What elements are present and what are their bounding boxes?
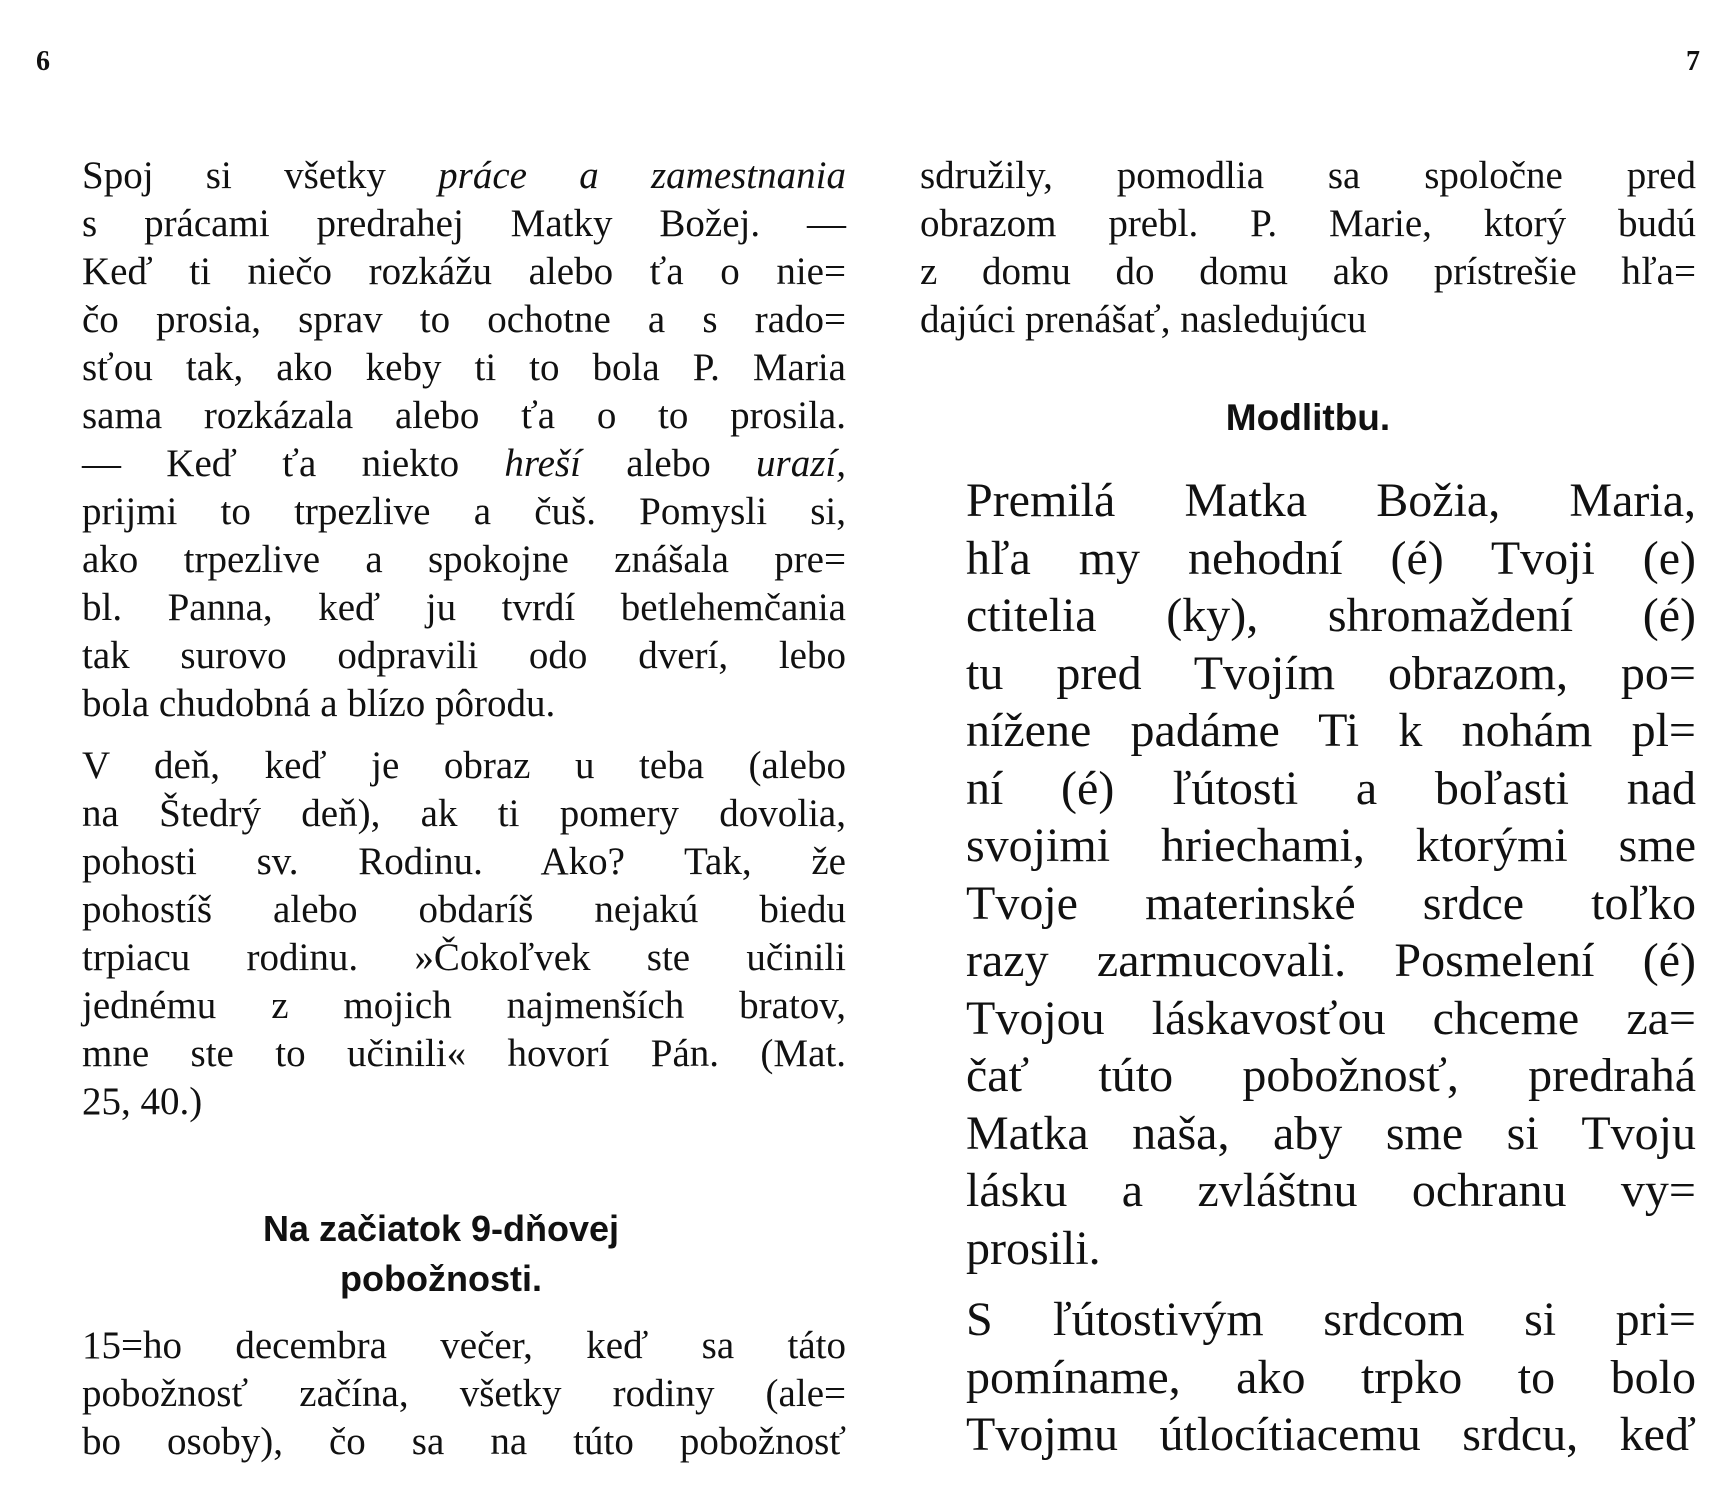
text-line: 15=ho decembra večer, keď sa táto xyxy=(82,1324,846,1367)
text-line: pobožnosť začína, všetky rodiny (ale= xyxy=(82,1372,846,1415)
text-line: sama rozkázala alebo ťa o to prosila. xyxy=(82,394,846,437)
text-line: bo osoby), čo sa na túto pobožnosť xyxy=(82,1420,846,1463)
paragraph-holy-family xyxy=(36,742,846,1126)
text-line: bl. Panna, keď ju tvrdí betlehemčania xyxy=(82,586,846,629)
text-line: nížene padáme Ti k nohám pl= xyxy=(966,704,1696,757)
text-line: pohosti sv. Rodinu. Ako? Tak, že xyxy=(82,840,846,883)
text-line: Matka naša, aby sme si Tvoju xyxy=(966,1106,1696,1160)
text-line: sťou tak, ako keby ti to bola P. Maria xyxy=(82,346,846,389)
text-line: Keď ti niečo rozkážu alebo ťa o nie= xyxy=(82,250,846,293)
paragraph-continuation xyxy=(920,152,1696,344)
section-heading-prayer: Modlitbu. xyxy=(1225,397,1391,438)
text-line: prosili. xyxy=(966,1221,1101,1275)
section-heading-novena: Na začiatok 9-dňovej pobožnosti. xyxy=(262,1208,620,1299)
text-line: pomíname, ako trpko to bolo xyxy=(966,1350,1696,1404)
text-line: obrazom prebl. P. Marie, ktorý budú xyxy=(920,202,1696,245)
paragraph-remembrance xyxy=(920,1291,1696,1464)
text-line: hľa my nehodní (é) Tvoji (e) xyxy=(966,531,1696,585)
page-number-left: 6 xyxy=(36,46,50,77)
text-line: V deň, keď je obraz u teba (alebo xyxy=(82,744,846,787)
text-line: jednému z mojich najmenších bratov, xyxy=(82,984,846,1027)
text-line: Tvojou láskavosťou chceme za= xyxy=(966,991,1696,1045)
page-number-right: 7 xyxy=(1686,46,1700,77)
text-line: svojimi hriechami, ktorými sme xyxy=(966,819,1696,872)
text-line: Tvoje materinské srdce toľko xyxy=(966,876,1696,930)
text-line: trpiacu rodinu. »Čokoľvek ste učinili xyxy=(82,936,846,979)
paragraph-december xyxy=(36,1322,846,1466)
left-column xyxy=(36,152,846,1466)
text-line: lásku a zvláštnu ochranu vy= xyxy=(966,1164,1696,1217)
text-line: ctitelia (ky), shromaždení (é) xyxy=(966,589,1696,642)
text-line: čať túto pobožnosť, predrahá xyxy=(966,1049,1696,1102)
text-line: na Štedrý deň), ak ti pomery dovolia, xyxy=(82,792,846,835)
text-line: Tvojmu útlocítiacemu srdcu, keď xyxy=(966,1408,1696,1461)
text-line: 25, 40.) xyxy=(82,1080,203,1123)
paragraph-work xyxy=(36,152,846,728)
text-line: čo prosia, sprav to ochotne a s rado= xyxy=(82,298,846,341)
text-line: z domu do domu ako prístrešie hľa= xyxy=(920,250,1696,293)
text-line: ako trpezlive a spokojne znášala pre= xyxy=(82,538,846,581)
text-line: bola chudobná a blízo pôrodu. xyxy=(82,682,556,725)
paragraph-prayer xyxy=(920,472,1696,1277)
text-line: Spoj si všetky práce a zamestnania xyxy=(82,154,846,197)
text-line: — Keď ťa niekto hreší alebo urazí, xyxy=(82,442,846,485)
text-line: s prácami predrahej Matky Božej. — xyxy=(82,202,846,245)
text-line: tu pred Tvojím obrazom, po= xyxy=(966,646,1696,700)
text-line: S ľútostivým srdcom si pri= xyxy=(966,1293,1696,1346)
text-line: tak surovo odpravili odo dverí, lebo xyxy=(82,634,846,677)
text-line: ní (é) ľútosti a boľasti nad xyxy=(966,761,1696,815)
text-line: mne ste to učinili« hovorí Pán. (Mat. xyxy=(82,1032,846,1075)
text-line: Premilá Matka Božia, Maria, xyxy=(966,474,1696,527)
text-line: prijmi to trpezlive a čuš. Pomysli si, xyxy=(82,490,846,533)
text-line: sdružily, pomodlia sa spoločne pred xyxy=(920,154,1696,197)
text-line: razy zarmucovali. Posmelení (é) xyxy=(966,934,1696,987)
text-line: dajúci prenášať, nasledujúcu xyxy=(920,298,1367,341)
text-line: pohostíš alebo obdaríš nejakú biedu xyxy=(82,888,846,931)
right-page xyxy=(868,0,1736,1500)
right-column xyxy=(920,152,1696,1464)
